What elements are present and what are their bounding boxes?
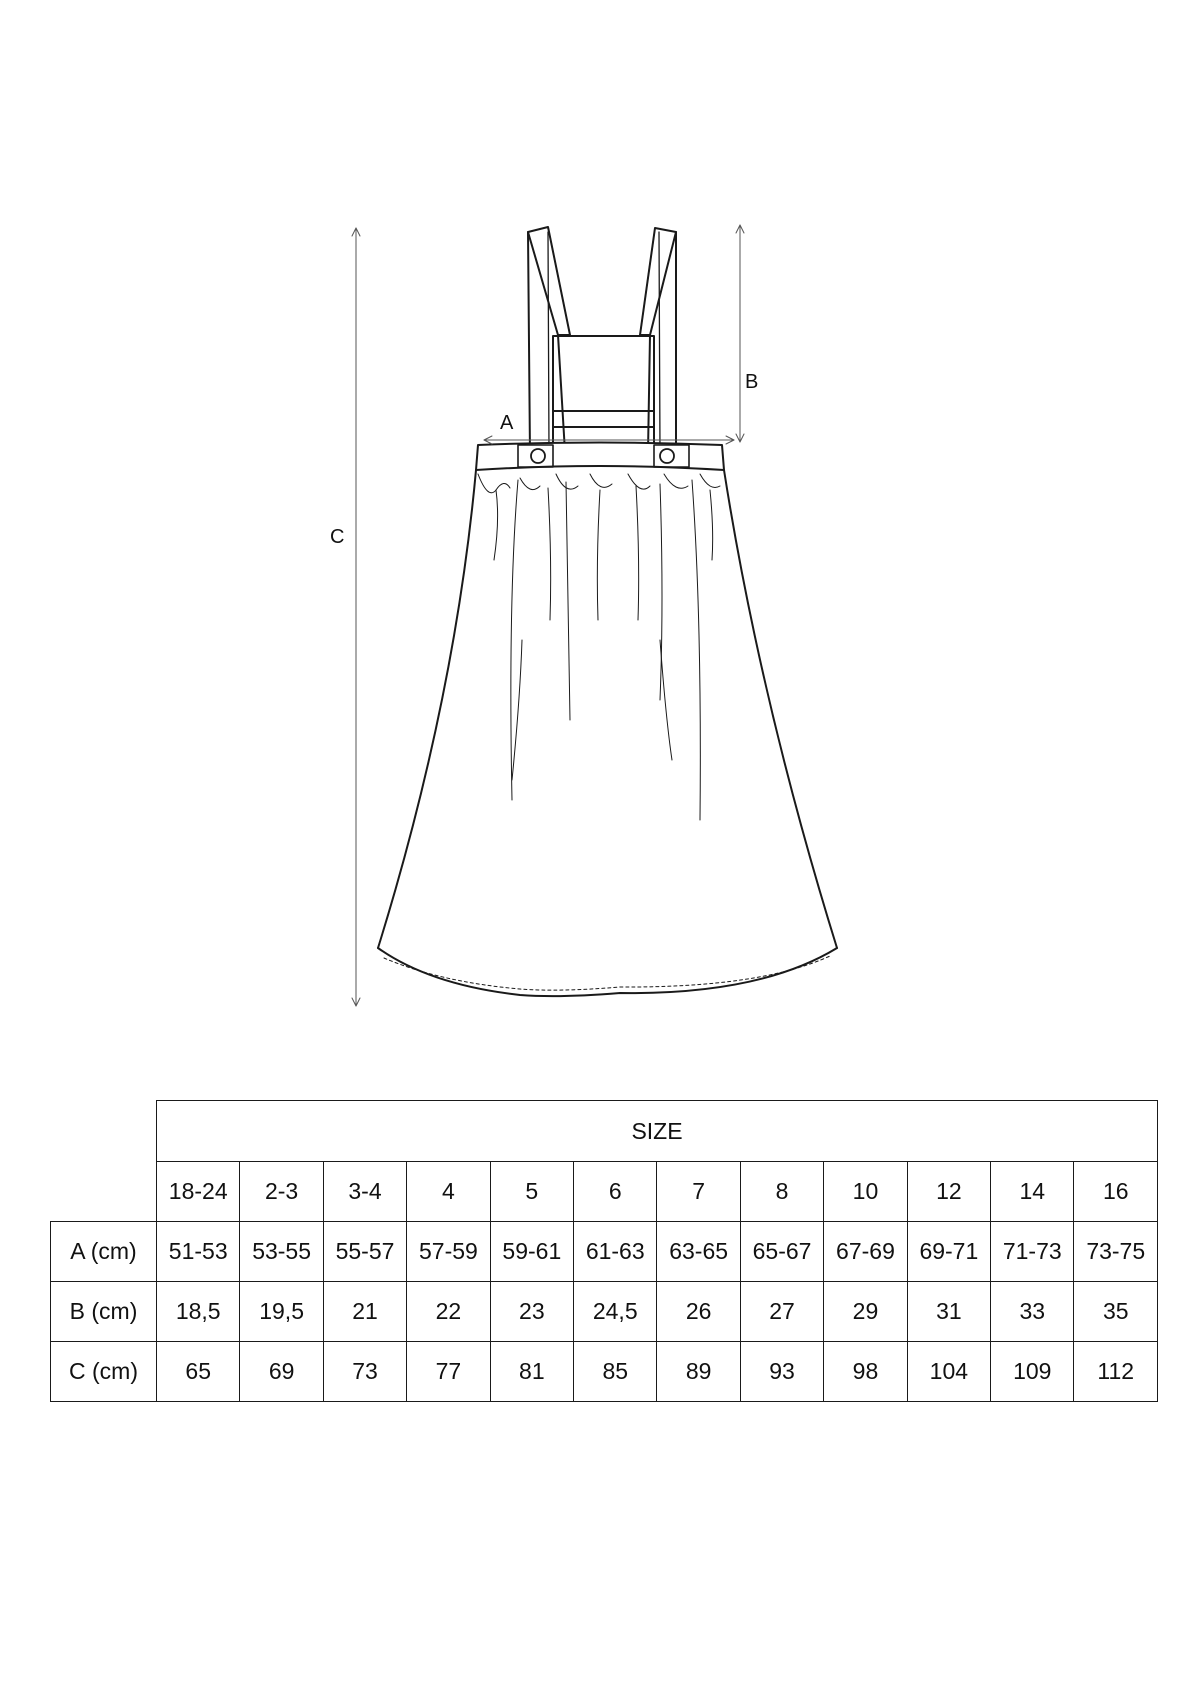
measurement-cell: 31 — [907, 1282, 990, 1342]
measurement-cell: 26 — [657, 1282, 740, 1342]
measurement-cell: 24,5 — [574, 1282, 657, 1342]
measurement-cell: 89 — [657, 1342, 740, 1402]
measurement-cell: 65-67 — [740, 1222, 823, 1282]
measurement-row-a — [51, 1222, 1158, 1282]
bib — [553, 336, 654, 445]
size-label-cell: 6 — [574, 1162, 657, 1222]
measurement-cell: 53-55 — [240, 1222, 323, 1282]
right-strap — [640, 228, 676, 455]
size-chart-table — [50, 1100, 1158, 1402]
measurement-row-c — [51, 1342, 1158, 1402]
measurement-cell: 98 — [824, 1342, 907, 1402]
measurement-cell: 29 — [824, 1282, 907, 1342]
skirt-gathers — [478, 474, 720, 820]
measurement-cell: 65 — [157, 1342, 240, 1402]
size-label-cell: 3-4 — [323, 1162, 406, 1222]
measurement-cell: 23 — [490, 1282, 573, 1342]
measurement-cell: 104 — [907, 1342, 990, 1402]
row-label-b: B (cm) — [51, 1282, 157, 1342]
size-label-cell: 10 — [824, 1162, 907, 1222]
row-label-a: A (cm) — [51, 1222, 157, 1282]
dimension-label-b: B — [745, 371, 759, 393]
measurement-cell: 51-53 — [157, 1222, 240, 1282]
size-label-cell: 5 — [490, 1162, 573, 1222]
measurement-cell: 22 — [407, 1282, 490, 1342]
size-label-cell: 4 — [407, 1162, 490, 1222]
measurement-cell: 77 — [407, 1342, 490, 1402]
measurement-cell: 33 — [991, 1282, 1074, 1342]
measurement-row-b — [51, 1282, 1158, 1342]
size-labels-row — [51, 1162, 1158, 1222]
size-title-row — [51, 1101, 1158, 1162]
size-header-cell: SIZE — [157, 1101, 1158, 1162]
measurement-cell: 67-69 — [824, 1222, 907, 1282]
measurement-cell: 27 — [740, 1282, 823, 1342]
measurement-cell: 19,5 — [240, 1282, 323, 1342]
corner-blank-cell — [51, 1101, 157, 1162]
dimension-label-a: A — [500, 412, 514, 434]
measurement-cell: 69-71 — [907, 1222, 990, 1282]
size-label-cell: 16 — [1074, 1162, 1158, 1222]
measurement-cell: 55-57 — [323, 1222, 406, 1282]
measurement-cell: 57-59 — [407, 1222, 490, 1282]
dimension-label-c: C — [330, 526, 345, 548]
measurement-cell: 63-65 — [657, 1222, 740, 1282]
size-label-cell: 2-3 — [240, 1162, 323, 1222]
size-label-cell: 14 — [991, 1162, 1074, 1222]
measurement-cell: 109 — [991, 1342, 1074, 1402]
measurement-cell: 61-63 — [574, 1222, 657, 1282]
size-label-cell: 12 — [907, 1162, 990, 1222]
measurement-cell: 18,5 — [157, 1282, 240, 1342]
measurement-cell: 73 — [323, 1342, 406, 1402]
row-label-blank-cell — [51, 1162, 157, 1222]
measurement-cell: 93 — [740, 1342, 823, 1402]
measurement-cell: 112 — [1074, 1342, 1158, 1402]
measurement-cell: 35 — [1074, 1282, 1158, 1342]
size-label-cell: 8 — [740, 1162, 823, 1222]
skirt — [378, 470, 837, 996]
dimension-line-c — [352, 228, 360, 1006]
dimension-line-b — [736, 225, 744, 442]
measurement-cell: 81 — [490, 1342, 573, 1402]
measurement-cell: 73-75 — [1074, 1222, 1158, 1282]
size-label-cell: 18-24 — [157, 1162, 240, 1222]
measurement-cell: 21 — [323, 1282, 406, 1342]
waistband — [476, 443, 724, 471]
left-strap — [528, 227, 570, 455]
measurement-cell: 71-73 — [991, 1222, 1074, 1282]
measurement-cell: 59-61 — [490, 1222, 573, 1282]
measurement-cell: 69 — [240, 1342, 323, 1402]
size-label-cell: 7 — [657, 1162, 740, 1222]
row-label-c: C (cm) — [51, 1342, 157, 1402]
measurement-cell: 85 — [574, 1342, 657, 1402]
